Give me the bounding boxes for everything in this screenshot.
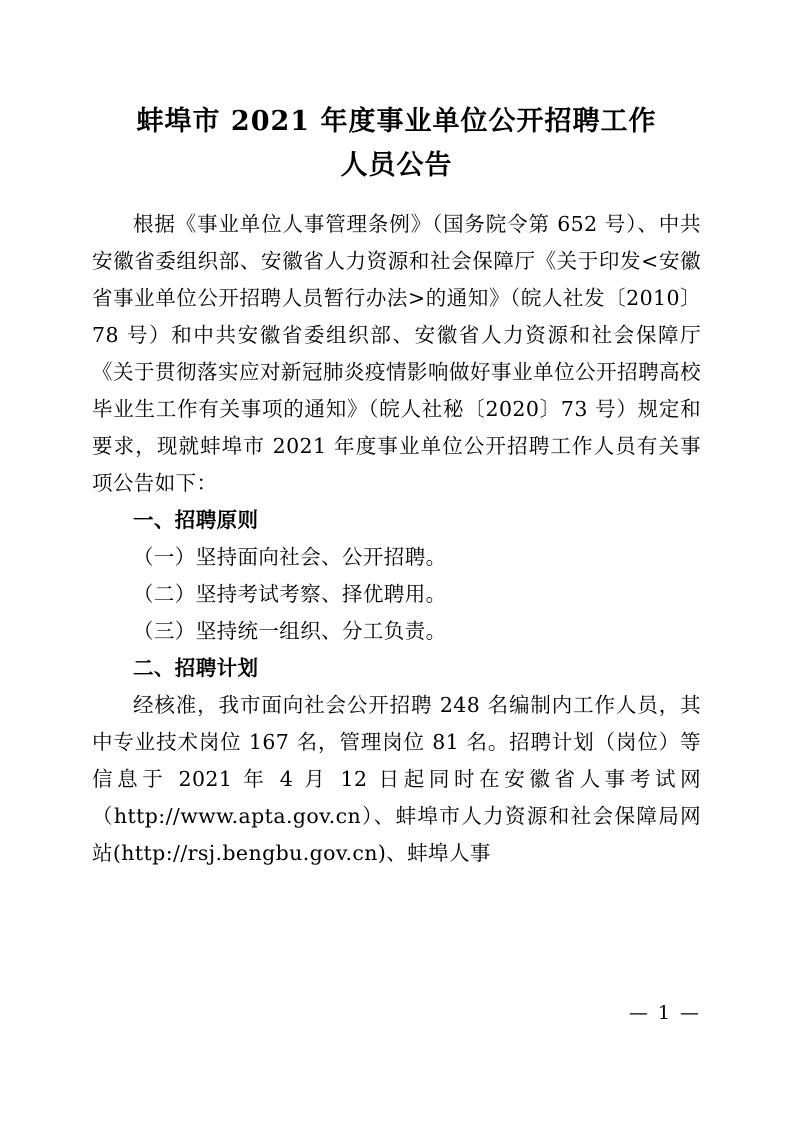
principle-item-1: （一）坚持面向社会、公开招聘。 — [133, 545, 447, 569]
document-body — [92, 206, 701, 872]
paragraph-recruitment-plan: 经核准，我市面向社会公开招聘 248 名编制内工作人员，其中专业技术岗位 167 名，管理岗位 81 名。招聘计划（岗位）等信息于 2021 年 4 月 12 日起同时在安徽省人事考试网（http://www.apta.gov.cn）、蚌埠市人力资源和社会保障局网站(http://rsj.bengbu.gov.cn)、蚌埠人事 — [92, 693, 701, 865]
section-heading-2: 二、招聘计划 — [133, 656, 259, 680]
paragraph-intro: 根据《事业单位人事管理条例》（国务院令第 652 号）、中共安徽省委组织部、安徽省人力资源和社会保障厅《关于印发<安徽省事业单位公开招聘人员暂行办法>的通知》（皖人社发〔2010〕78 号）和中共安徽省委组织部、安徽省人力资源和社会保障厅《关于贯彻落实应对新冠肺炎疫情影响做好事业单位公开招聘高校毕业生工作有关事项的通知》（皖人社秘〔2020〕73 号）规定和要求，现就蚌埠市 2021 年度事业单位公开招聘工作人员有关事项公告如下： — [92, 212, 701, 495]
title-line-1: 蚌埠市 2021 年度事业单位公开招聘工作 — [136, 106, 657, 137]
page-number: — 1 — — [628, 1002, 701, 1024]
page-title — [92, 100, 701, 188]
title-line-2: 人员公告 — [340, 150, 453, 181]
section-heading-1: 一、招聘原则 — [133, 508, 259, 532]
principle-item-3: （三）坚持统一组织、分工负责。 — [133, 619, 447, 643]
principle-item-2: （二）坚持考试考察、择优聘用。 — [133, 582, 447, 606]
